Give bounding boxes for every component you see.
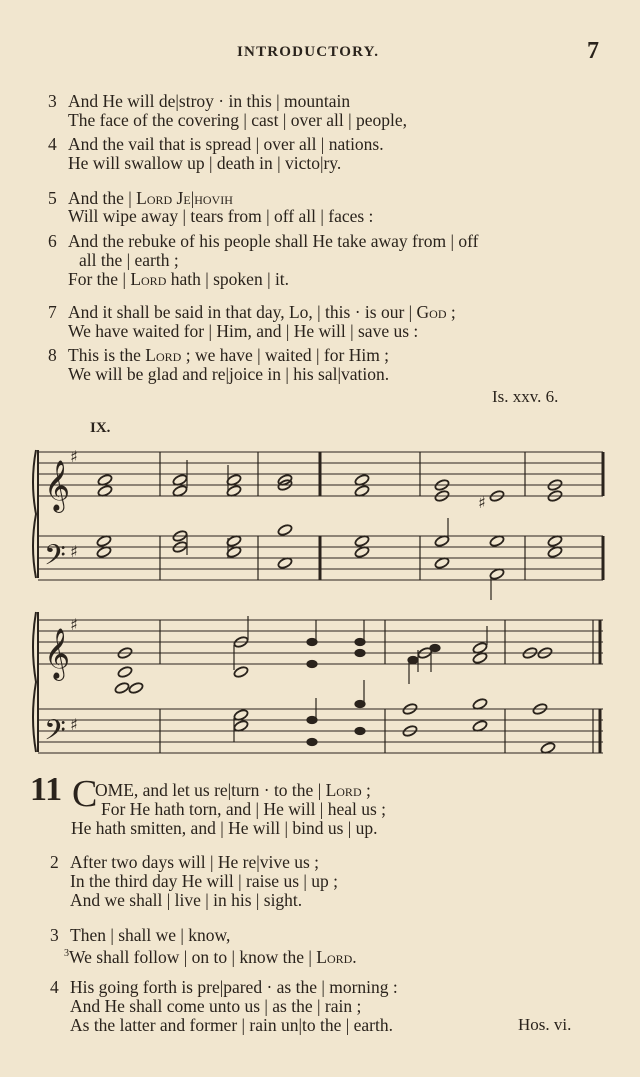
verse-line: And the vail that is spread | over all | nations. (68, 134, 384, 154)
page-number: 7 (587, 38, 599, 64)
verse-line: His going forth is pre|pared · as the | morning : (70, 977, 398, 997)
drop-cap: C (72, 773, 98, 815)
verse-line: We will be glad and re|joice in | his sal|vation. (68, 364, 390, 384)
scripture-reference: Is. xxv. 6. (492, 387, 559, 406)
scripture-reference: Hos. vi. (518, 1015, 572, 1034)
svg-text:𝄢: 𝄢 (44, 714, 66, 754)
verse-line: And we shall | live | in his | sight. (70, 890, 303, 910)
svg-text:♯: ♯ (478, 493, 486, 512)
verse-line: And He will de|stroy · in this | mountain (68, 91, 351, 111)
verse-line: In the third day He will | raise us | up ; (70, 871, 338, 891)
verse-number: 2 (50, 852, 59, 872)
verse-line: The face of the covering | cast | over all | people, (68, 110, 407, 130)
verse-line: For the | Lord hath | spoken | it. (68, 269, 290, 289)
verse-number: 4 (50, 977, 59, 997)
verse-line: Will wipe away | tears from | off all | faces : (68, 206, 374, 226)
verse-line: And the | Lord Je|hovih (68, 188, 233, 208)
svg-text:𝄞: 𝄞 (44, 628, 71, 679)
verse-number: 3 (50, 925, 59, 945)
chant-label: IX. (90, 420, 111, 436)
verse-line: We have waited for | Him, and | He will | save us : (68, 321, 419, 341)
running-title: INTRODUCTORY. (237, 44, 380, 60)
verse-number: 4 (48, 134, 57, 154)
svg-text:♯: ♯ (70, 542, 78, 561)
svg-text:𝄢: 𝄢 (44, 539, 66, 579)
verse-line: This is the Lord ; we have | waited | for Him ; (68, 345, 390, 365)
verse-line: And the rebuke of his people shall He take away from | off (68, 231, 479, 251)
verse-line: Then | shall we | know, (70, 925, 231, 945)
verse-line: As the latter and former | rain un|to the | earth. (70, 1015, 393, 1035)
verse-number: 3 (48, 91, 57, 111)
verse-line: After two days will | He re|vive us ; (70, 852, 320, 872)
svg-text:♯: ♯ (70, 715, 78, 734)
verse-number: 8 (48, 345, 57, 365)
verse-number: 6 (48, 231, 57, 251)
verse-line: For He hath torn, and | He will | heal us ; (101, 799, 387, 819)
svg-text:♯: ♯ (70, 615, 78, 634)
verse-line: OME, and let us re|turn · to the | Lord ; (95, 780, 371, 800)
verse-line: And He shall come unto us | as the | rain ; (70, 996, 362, 1016)
svg-text:𝄞: 𝄞 (44, 460, 71, 511)
chant-number: 11 (30, 771, 63, 808)
verse-line: all the | earth ; (79, 250, 179, 270)
verse-number: 5 (48, 188, 57, 208)
verse-line: And it shall be said in that day, Lo, | this · is our | God ; (68, 302, 456, 322)
verse-number: 7 (48, 302, 57, 322)
verse-line: He hath smitten, and | He will | bind us | up. (71, 818, 378, 838)
verse-line: He will swallow up | death in | victo|ry. (68, 153, 342, 173)
svg-text:♯: ♯ (70, 447, 78, 466)
verse-line: $^3$We shall follow | on to | know the | Lord. (64, 946, 357, 967)
